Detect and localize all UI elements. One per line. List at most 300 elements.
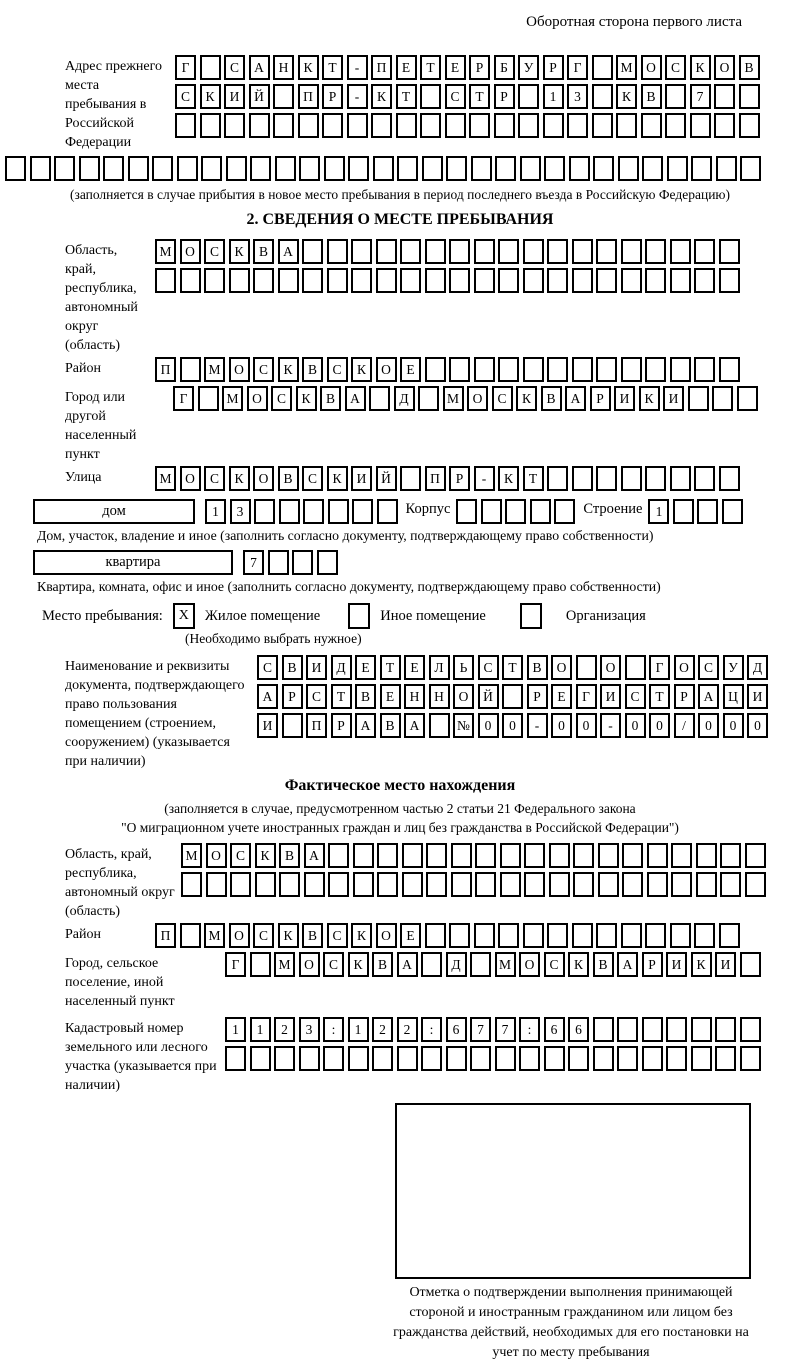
char-cell xyxy=(446,1046,467,1071)
char-cell: К xyxy=(200,84,221,109)
document-row-2 xyxy=(257,684,768,709)
fact-region-row-2 xyxy=(181,872,766,897)
char-cell xyxy=(554,499,575,524)
char-cell xyxy=(712,386,733,411)
char-cell xyxy=(54,156,75,181)
char-cell xyxy=(622,872,643,897)
char-cell xyxy=(518,113,539,138)
char-cell: С xyxy=(257,655,278,680)
char-cell xyxy=(740,156,761,181)
char-cell xyxy=(250,1046,271,1071)
char-cell: О xyxy=(180,466,201,491)
char-cell xyxy=(397,1046,418,1071)
prev-address-row-2 xyxy=(175,84,760,109)
char-cell xyxy=(253,268,274,293)
char-cell xyxy=(376,239,397,264)
char-cell: Г xyxy=(225,952,246,977)
char-cell: И xyxy=(306,655,327,680)
char-cell xyxy=(449,357,470,382)
char-cell: И xyxy=(614,386,635,411)
char-cell: О xyxy=(180,239,201,264)
section2-title: 2. СВЕДЕНИЯ О МЕСТЕ ПРЕБЫВАНИЯ xyxy=(246,211,554,228)
char-cell: С xyxy=(253,357,274,382)
char-cell: М xyxy=(155,466,176,491)
char-cell xyxy=(618,156,639,181)
char-cell xyxy=(323,1046,344,1071)
char-cell xyxy=(598,872,619,897)
char-cell: О xyxy=(467,386,488,411)
char-cell xyxy=(593,1017,614,1042)
char-cell: М xyxy=(204,923,225,948)
char-cell xyxy=(547,268,568,293)
actual-location-note-line2: "О миграционном учете иностранных граждан и лиц без гражданства в Российской Федерации") xyxy=(121,820,679,835)
char-cell xyxy=(181,872,202,897)
char-cell: В xyxy=(593,952,614,977)
char-cell: Р xyxy=(494,84,515,109)
char-cell: / xyxy=(674,713,695,738)
char-cell: Д xyxy=(331,655,352,680)
char-cell: Н xyxy=(429,684,450,709)
char-cell: К xyxy=(351,923,372,948)
char-cell: С xyxy=(204,466,225,491)
char-cell xyxy=(719,357,740,382)
char-cell xyxy=(523,923,544,948)
char-cell: Д xyxy=(446,952,467,977)
char-cell: И xyxy=(666,952,687,977)
char-cell xyxy=(396,113,417,138)
char-cell: Е xyxy=(380,684,401,709)
char-cell xyxy=(421,1046,442,1071)
char-cell xyxy=(524,872,545,897)
char-cell: А xyxy=(698,684,719,709)
char-cell: 0 xyxy=(698,713,719,738)
stamp-caption: Отметка о подтверждении выполнения принимающей стороной и иностранным гражданином или лицом без гражданства действий, необходимых для его постановки на учет по месту пребывания xyxy=(393,1285,749,1360)
char-cell xyxy=(598,843,619,868)
char-cell xyxy=(568,1046,589,1071)
char-cell xyxy=(250,156,271,181)
char-cell: Н xyxy=(273,55,294,80)
char-cell: О xyxy=(253,466,274,491)
char-cell: Ц xyxy=(723,684,744,709)
char-cell xyxy=(673,499,694,524)
char-cell: № xyxy=(453,713,474,738)
char-cell xyxy=(642,156,663,181)
char-cell xyxy=(670,923,691,948)
char-cell xyxy=(592,84,613,109)
char-cell xyxy=(471,156,492,181)
char-cell xyxy=(547,466,568,491)
char-cell: Д xyxy=(747,655,768,680)
char-cell: 2 xyxy=(372,1017,393,1042)
char-cell xyxy=(268,550,289,575)
stay-type-label: Место пребывания: xyxy=(42,607,163,624)
fact-region-grid xyxy=(181,843,766,897)
char-cell: О xyxy=(376,923,397,948)
char-cell xyxy=(645,923,666,948)
char-cell xyxy=(400,239,421,264)
char-cell xyxy=(593,1046,614,1071)
char-cell xyxy=(666,1017,687,1042)
char-cell xyxy=(198,386,219,411)
char-cell xyxy=(425,357,446,382)
char-cell: Е xyxy=(551,684,572,709)
char-cell xyxy=(722,499,743,524)
char-cell: - xyxy=(474,466,495,491)
checkbox-organization xyxy=(520,603,542,629)
char-cell xyxy=(596,239,617,264)
char-cell xyxy=(530,499,551,524)
char-cell xyxy=(740,1046,761,1071)
char-cell xyxy=(351,268,372,293)
char-cell xyxy=(371,113,392,138)
char-cell: М xyxy=(204,357,225,382)
document-grid xyxy=(257,655,768,738)
district-label: Район xyxy=(65,361,101,376)
char-cell: 1 xyxy=(205,499,226,524)
char-cell xyxy=(719,239,740,264)
char-cell xyxy=(402,872,423,897)
char-cell xyxy=(572,357,593,382)
apartment-row xyxy=(33,550,800,575)
char-cell xyxy=(348,156,369,181)
char-cell xyxy=(739,84,760,109)
house-row xyxy=(33,499,800,524)
char-cell xyxy=(498,923,519,948)
char-cell xyxy=(279,872,300,897)
char-cell: С xyxy=(230,843,251,868)
char-cell xyxy=(328,843,349,868)
char-cell: О xyxy=(453,684,474,709)
char-cell xyxy=(348,1046,369,1071)
char-cell xyxy=(451,843,472,868)
char-cell: А xyxy=(397,952,418,977)
char-cell: А xyxy=(257,684,278,709)
char-cell xyxy=(719,466,740,491)
char-cell xyxy=(279,499,300,524)
char-cell xyxy=(645,466,666,491)
char-cell: 2 xyxy=(274,1017,295,1042)
char-cell xyxy=(328,499,349,524)
char-cell xyxy=(180,268,201,293)
char-cell xyxy=(665,84,686,109)
char-cell: М xyxy=(155,239,176,264)
char-cell: И xyxy=(224,84,245,109)
char-cell xyxy=(302,239,323,264)
char-cell xyxy=(498,357,519,382)
cadastre-label: Кадастровый номер земельного или лесного участка (указывается при наличии) xyxy=(65,1021,217,1093)
option-organization-label: Организация xyxy=(565,607,646,624)
fact-region-block xyxy=(65,843,800,921)
char-cell: И xyxy=(600,684,621,709)
char-cell xyxy=(226,156,247,181)
char-cell xyxy=(429,713,450,738)
char-cell xyxy=(421,952,442,977)
char-cell: П xyxy=(298,84,319,109)
prev-address-row-1 xyxy=(175,55,760,80)
char-cell xyxy=(691,156,712,181)
char-cell xyxy=(617,1046,638,1071)
char-cell xyxy=(273,113,294,138)
char-cell xyxy=(502,684,523,709)
fact-district-row xyxy=(155,923,740,948)
char-cell: Р xyxy=(543,55,564,80)
char-cell xyxy=(397,156,418,181)
char-cell: О xyxy=(551,655,572,680)
char-cell xyxy=(324,156,345,181)
char-cell xyxy=(495,1046,516,1071)
char-cell: А xyxy=(304,843,325,868)
char-cell xyxy=(670,357,691,382)
char-cell xyxy=(592,55,613,80)
char-cell: С xyxy=(478,655,499,680)
char-cell: В xyxy=(278,466,299,491)
apartment-box-label: квартира xyxy=(33,550,233,575)
char-cell: К xyxy=(568,952,589,977)
char-cell: 0 xyxy=(478,713,499,738)
char-cell xyxy=(621,268,642,293)
char-cell: С xyxy=(625,684,646,709)
char-cell xyxy=(229,268,250,293)
char-cell: О xyxy=(641,55,662,80)
char-cell xyxy=(625,655,646,680)
char-cell xyxy=(523,268,544,293)
stroenie-label: Строение xyxy=(583,501,643,517)
char-cell xyxy=(373,156,394,181)
char-cell xyxy=(666,1046,687,1071)
char-cell: С xyxy=(271,386,292,411)
document-row-1 xyxy=(257,655,768,680)
char-cell xyxy=(302,268,323,293)
char-cell: Р xyxy=(469,55,490,80)
char-cell xyxy=(696,872,717,897)
cadastre-row-2 xyxy=(225,1046,761,1071)
char-cell: 7 xyxy=(243,550,264,575)
char-cell: Г xyxy=(173,386,194,411)
char-cell: М xyxy=(181,843,202,868)
char-cell: Г xyxy=(649,655,670,680)
char-cell: - xyxy=(527,713,548,738)
option-other-premises-label: Иное помещение xyxy=(380,607,486,624)
char-cell xyxy=(304,872,325,897)
char-cell xyxy=(180,357,201,382)
stay-type-row xyxy=(42,603,800,629)
char-cell xyxy=(715,1017,736,1042)
char-cell xyxy=(544,156,565,181)
char-cell xyxy=(567,113,588,138)
char-cell xyxy=(475,843,496,868)
char-cell xyxy=(469,113,490,138)
char-cell: - xyxy=(600,713,621,738)
char-cell xyxy=(347,113,368,138)
char-cell: В xyxy=(355,684,376,709)
checkbox-residential: X xyxy=(173,603,195,629)
char-cell: П xyxy=(425,466,446,491)
char-cell xyxy=(670,268,691,293)
char-cell: В xyxy=(380,713,401,738)
char-cell xyxy=(377,499,398,524)
char-cell xyxy=(273,84,294,109)
char-cell: Б xyxy=(494,55,515,80)
char-cell xyxy=(30,156,51,181)
char-cell xyxy=(249,113,270,138)
street-block xyxy=(65,466,800,491)
char-cell xyxy=(481,499,502,524)
char-cell: А xyxy=(249,55,270,80)
char-cell xyxy=(621,239,642,264)
prev-address-row-4 xyxy=(5,156,800,181)
region-label: Область, край, республика, автономный округ (область) xyxy=(65,243,138,353)
char-cell xyxy=(175,113,196,138)
char-cell xyxy=(425,923,446,948)
char-cell: : xyxy=(421,1017,442,1042)
char-cell xyxy=(691,1017,712,1042)
char-cell: 0 xyxy=(723,713,744,738)
document-row-3 xyxy=(257,713,768,738)
char-cell: А xyxy=(345,386,366,411)
char-cell xyxy=(720,843,741,868)
char-cell xyxy=(616,113,637,138)
prev-address-block xyxy=(65,55,800,152)
char-cell xyxy=(694,268,715,293)
char-cell xyxy=(573,872,594,897)
char-cell xyxy=(621,923,642,948)
char-cell: В xyxy=(320,386,341,411)
char-cell xyxy=(230,872,251,897)
char-cell xyxy=(745,872,766,897)
char-cell: О xyxy=(714,55,735,80)
document-label: Наименование и реквизиты документа, подтверждающего право пользования помещением (строением, сооружением) (указывается при наличии) xyxy=(65,659,245,769)
checkbox-other-premises xyxy=(348,603,370,629)
char-cell xyxy=(369,386,390,411)
char-cell: 1 xyxy=(648,499,669,524)
char-cell xyxy=(177,156,198,181)
char-cell xyxy=(418,386,439,411)
char-cell: В xyxy=(541,386,562,411)
char-cell xyxy=(322,113,343,138)
char-cell xyxy=(470,1046,491,1071)
char-cell xyxy=(569,156,590,181)
fact-district-label: Район xyxy=(65,927,101,942)
char-cell: 0 xyxy=(551,713,572,738)
char-cell: 0 xyxy=(747,713,768,738)
char-cell: К xyxy=(278,357,299,382)
char-cell xyxy=(292,550,313,575)
char-cell xyxy=(474,239,495,264)
char-cell: С xyxy=(175,84,196,109)
char-cell xyxy=(549,843,570,868)
char-cell xyxy=(671,843,692,868)
char-cell: П xyxy=(306,713,327,738)
char-cell xyxy=(715,1046,736,1071)
char-cell xyxy=(451,872,472,897)
char-cell: М xyxy=(616,55,637,80)
char-cell xyxy=(716,156,737,181)
char-cell: К xyxy=(639,386,660,411)
char-cell xyxy=(572,268,593,293)
char-cell xyxy=(670,466,691,491)
char-cell: В xyxy=(372,952,393,977)
char-cell: П xyxy=(155,923,176,948)
district-block xyxy=(65,357,800,382)
char-cell xyxy=(495,156,516,181)
apartment-caption: Квартира, комната, офис и иное (заполнить согласно документу, подтверждающему право собственности) xyxy=(37,579,661,594)
char-cell: О xyxy=(674,655,695,680)
char-cell: : xyxy=(323,1017,344,1042)
char-cell xyxy=(445,113,466,138)
char-cell: 0 xyxy=(502,713,523,738)
fact-region-row-1 xyxy=(181,843,766,868)
char-cell: Т xyxy=(420,55,441,80)
confirmation-stamp-box xyxy=(395,1103,751,1279)
char-cell xyxy=(670,239,691,264)
char-cell: Й xyxy=(376,466,397,491)
char-cell xyxy=(377,872,398,897)
char-cell xyxy=(274,1046,295,1071)
char-cell xyxy=(201,156,222,181)
char-cell xyxy=(720,872,741,897)
char-cell xyxy=(474,357,495,382)
char-cell: 7 xyxy=(495,1017,516,1042)
char-cell xyxy=(576,655,597,680)
char-cell: Л xyxy=(429,655,450,680)
char-cell: В xyxy=(641,84,662,109)
char-cell xyxy=(79,156,100,181)
cadastre-block xyxy=(65,1017,800,1095)
house-box-label: дом xyxy=(33,499,195,524)
char-cell xyxy=(572,239,593,264)
char-cell xyxy=(694,239,715,264)
region-row-2 xyxy=(155,268,740,293)
char-cell xyxy=(449,268,470,293)
char-cell: А xyxy=(278,239,299,264)
char-cell xyxy=(596,466,617,491)
char-cell xyxy=(200,55,221,80)
char-cell: Т xyxy=(331,684,352,709)
city-block xyxy=(65,386,800,464)
char-cell: О xyxy=(247,386,268,411)
char-cell: Т xyxy=(523,466,544,491)
char-cell xyxy=(400,466,421,491)
char-cell xyxy=(641,113,662,138)
char-cell xyxy=(622,843,643,868)
char-cell xyxy=(737,386,758,411)
char-cell xyxy=(299,156,320,181)
char-cell xyxy=(671,872,692,897)
city-label: Город или другой населенный пункт xyxy=(65,390,137,462)
char-cell: - xyxy=(347,55,368,80)
char-cell xyxy=(543,113,564,138)
char-cell: 7 xyxy=(470,1017,491,1042)
char-cell: К xyxy=(298,55,319,80)
district-row xyxy=(155,357,740,382)
prev-address-row-3 xyxy=(175,113,760,138)
char-cell: 2 xyxy=(397,1017,418,1042)
char-cell xyxy=(225,1046,246,1071)
char-cell xyxy=(500,843,521,868)
char-cell: Й xyxy=(478,684,499,709)
fact-city-label: Город, сельское поселение, иной населенный пункт xyxy=(65,956,175,1009)
char-cell: Р xyxy=(590,386,611,411)
char-cell: Р xyxy=(642,952,663,977)
char-cell xyxy=(647,872,668,897)
char-cell xyxy=(573,843,594,868)
char-cell xyxy=(449,239,470,264)
char-cell xyxy=(426,843,447,868)
char-cell xyxy=(353,872,374,897)
actual-location-note xyxy=(0,799,800,837)
char-cell: Е xyxy=(355,655,376,680)
char-cell xyxy=(593,156,614,181)
